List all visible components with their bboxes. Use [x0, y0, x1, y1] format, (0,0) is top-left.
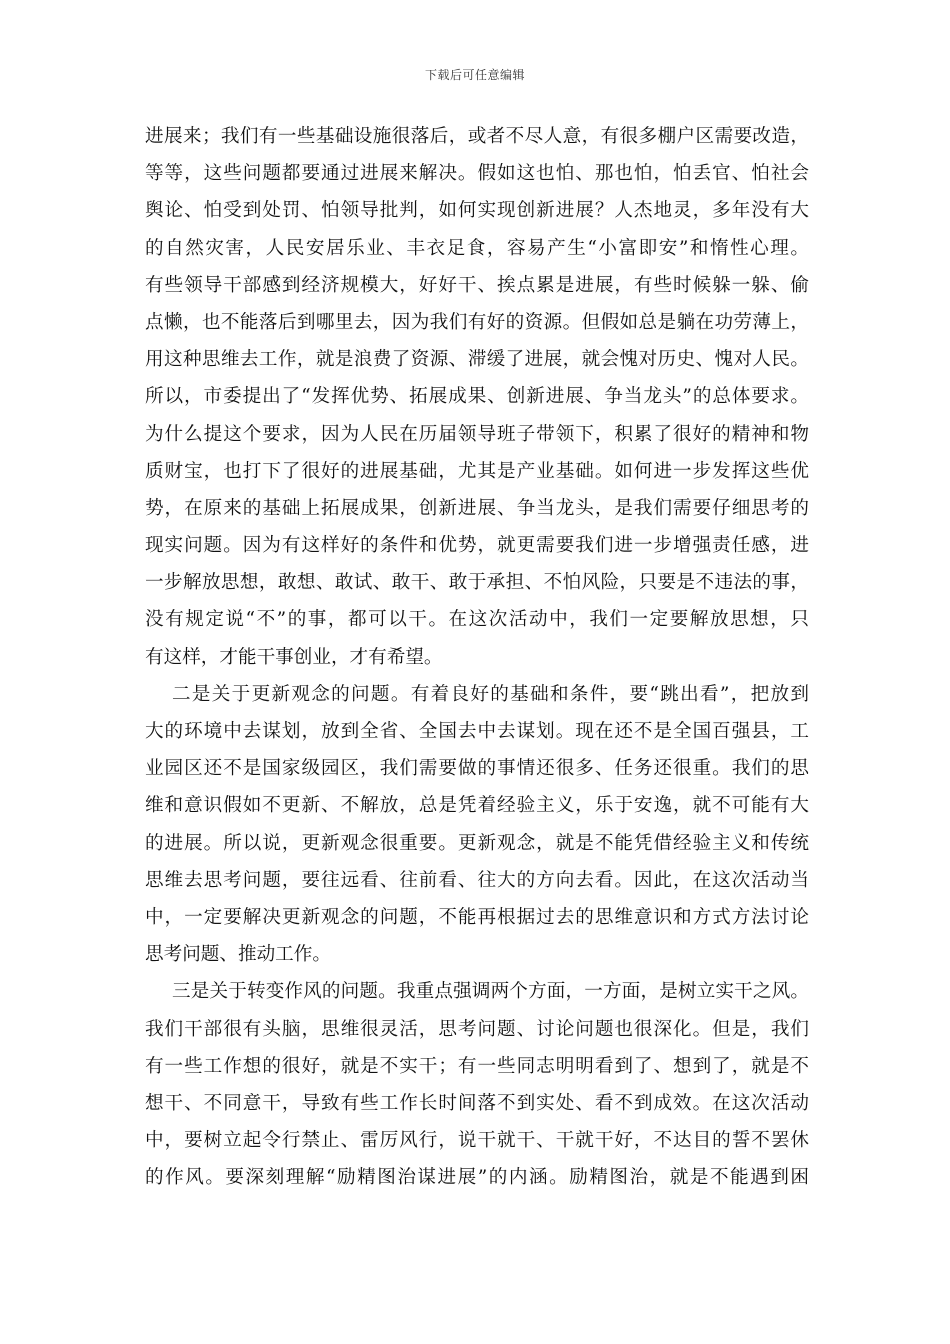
text-line: 舆论、怕受到处罚、怕领导批判，如何实现创新进展？人杰地灵，多年没有大: [145, 200, 809, 222]
page-header: 下载后可任意编辑: [424, 68, 525, 82]
text-line: 有些领导干部感到经济规模大，好好干、挨点累是进展，有些时候躲一躲、偷: [145, 274, 809, 296]
text-line: 思维去思考问题，要往远看、往前看、往大的方向去看。因此，在这次活动当: [145, 869, 809, 891]
text-line: 我们干部很有头脑，思维很灵活，思考问题、讨论问题也很深化。但是，我们: [145, 1018, 809, 1040]
text-line: 有这样，才能干事创业，才有希望。: [145, 646, 443, 668]
text-line: 质财宝，也打下了很好的进展基础，尤其是产业基础。如何进一步发挥这些优: [145, 460, 809, 482]
text-line: 所以，市委提出了“发挥优势、拓展成果、创新进展、争当龙头”的总体要求。: [145, 386, 809, 408]
text-line: 有一些工作想的很好，就是不实干；有一些同志明明看到了、想到了，就是不: [145, 1055, 809, 1077]
text-line: 进展来；我们有一些基础设施很落后，或者不尽人意，有很多棚户区需要改造，: [145, 126, 809, 147]
text-line: 中，一定要解决更新观念的问题，不能再根据过去的思维意识和方式方法讨论: [145, 906, 809, 928]
text-line: 大的环境中去谋划，放到全省、全国去中去谋划。现在还不是全国百强县，工: [145, 721, 809, 742]
text-line: 现实问题。因为有这样好的条件和优势，就更需要我们进一步增强责任感，进: [145, 535, 809, 557]
text-line: 没有规定说“不”的事，都可以干。在这次活动中，我们一定要解放思想，只: [145, 609, 809, 631]
text-line: 想干、不同意干，导致有些工作长时间落不到实处、看不到成效。在这次活动: [145, 1092, 809, 1114]
text-line: 维和意识假如不更新、不解放，总是凭着经验主义，乐于安逸，就不可能有大: [145, 795, 809, 817]
text-line: 中，要树立起令行禁止、雷厉风行，说干就干、干就干好，不达目的誓不罢休: [145, 1130, 809, 1152]
text-line: 点懒，也不能落后到哪里去，因为我们有好的资源。但假如总是躺在功劳薄上，: [145, 311, 809, 333]
text-line: 二是关于更新观念的问题。有着良好的基础和条件，要“跳出看”，把放到: [172, 683, 809, 705]
text-line: 一步解放思想，敢想、敢试、敢干、敢于承担、不怕风险，只要是不违法的事，: [145, 572, 809, 594]
text-line: 业园区还不是国家级园区，我们需要做的事情还很多、任务还很重。我们的思: [145, 758, 809, 780]
document-body: [145, 118, 809, 1196]
text-line: 思考问题、推动工作。: [145, 944, 331, 966]
text-line: 为什么提这个要求，因为人民在历届领导班子带领下，积累了很好的精神和物: [145, 423, 809, 445]
text-line: 等等，这些问题都要通过进展来解决。假如这也怕、那也怕，怕丢官、怕社会: [145, 163, 809, 185]
text-line: 的作风。要深刻理解“励精图治谋进展”的内涵。励精图治，就是不能遇到困: [145, 1167, 809, 1189]
text-line: 三是关于转变作风的问题。我重点强调两个方面，一方面，是树立实干之风。: [172, 981, 809, 1003]
text-line: 势，在原来的基础上拓展成果，创新进展、争当龙头，是我们需要仔细思考的: [145, 497, 809, 519]
text-line: 用这种思维去工作，就是浪费了资源、滞缓了进展，就会愧对历史、愧对人民。: [145, 349, 809, 371]
text-line: 的进展。所以说，更新观念很重要。更新观念，就是不能凭借经验主义和传统: [145, 832, 809, 854]
text-line: 的自然灾害，人民安居乐业、丰衣足食，容易产生“小富即安”和惰性心理。: [145, 237, 809, 259]
